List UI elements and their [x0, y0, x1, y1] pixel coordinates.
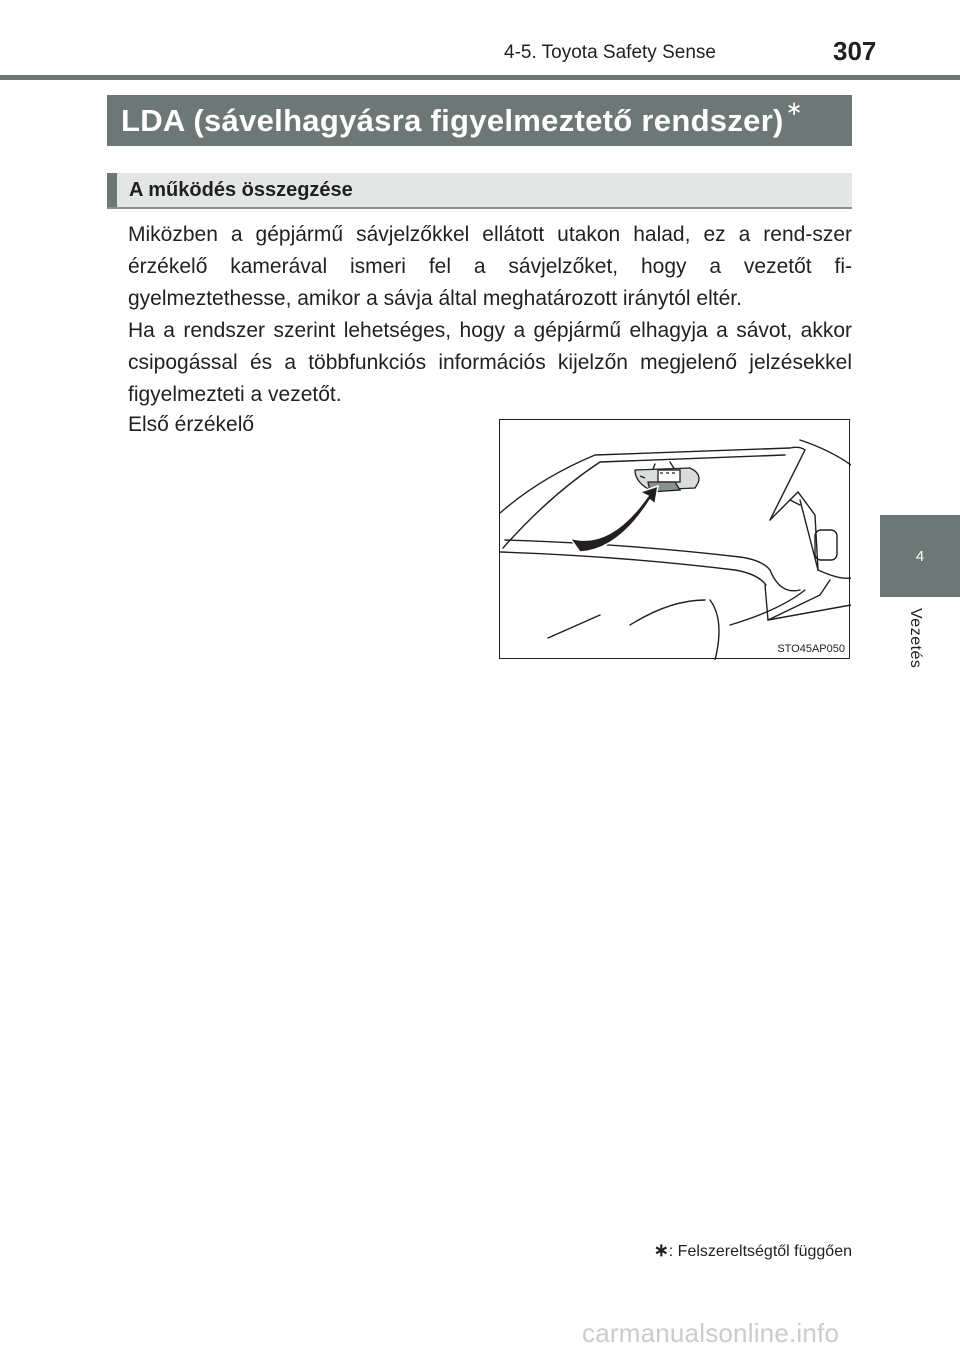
image-code: STO45AP050	[777, 643, 845, 655]
figure-caption: Első érzékelő	[128, 413, 255, 436]
section-title: LDA (sávelhagyásra figyelmeztető rendszer)	[121, 102, 784, 138]
windshield-sensor-illustration	[499, 419, 850, 659]
footnote-symbol: ∗	[653, 1240, 669, 1260]
watermark: carmanualsonline.info	[582, 1318, 840, 1348]
subsection-marker	[107, 173, 117, 207]
header-rule	[0, 75, 960, 80]
footnote-text: : Felszereltségtől függően	[668, 1243, 852, 1260]
windshield-drawing	[500, 420, 851, 660]
chapter-label: Vezetés	[907, 608, 924, 669]
body-paragraph-1: Miközben a gépjármű sávjelzőkkel ellátott utakon halad, ez a rend-szer érzékelő kamerával ismeri fel a sávjelzőket, hogy a vezetőt fi-gyelmeztethesse, amikor a sávja által meghatározott iránytól eltér.	[128, 223, 852, 310]
body-paragraph-2: Ha a rendszer szerint lehetséges, hogy a gépjármű elhagyja a sávot, akkor csipogással és a többfunkciós információs kijelzőn megjelenő jelzésekkel figyelmezteti a vezetőt.	[128, 319, 852, 406]
page-number: 307	[833, 36, 877, 66]
section-title-bar	[107, 95, 852, 146]
running-header-section: 4-5. Toyota Safety Sense	[504, 42, 716, 63]
subsection-title: A működés összegzése	[129, 178, 353, 201]
subsection-title-bar	[107, 173, 852, 209]
title-asterisk: ∗	[785, 98, 803, 120]
chapter-tab	[880, 515, 960, 597]
footnote	[654, 1240, 852, 1261]
chapter-number: 4	[915, 547, 925, 565]
